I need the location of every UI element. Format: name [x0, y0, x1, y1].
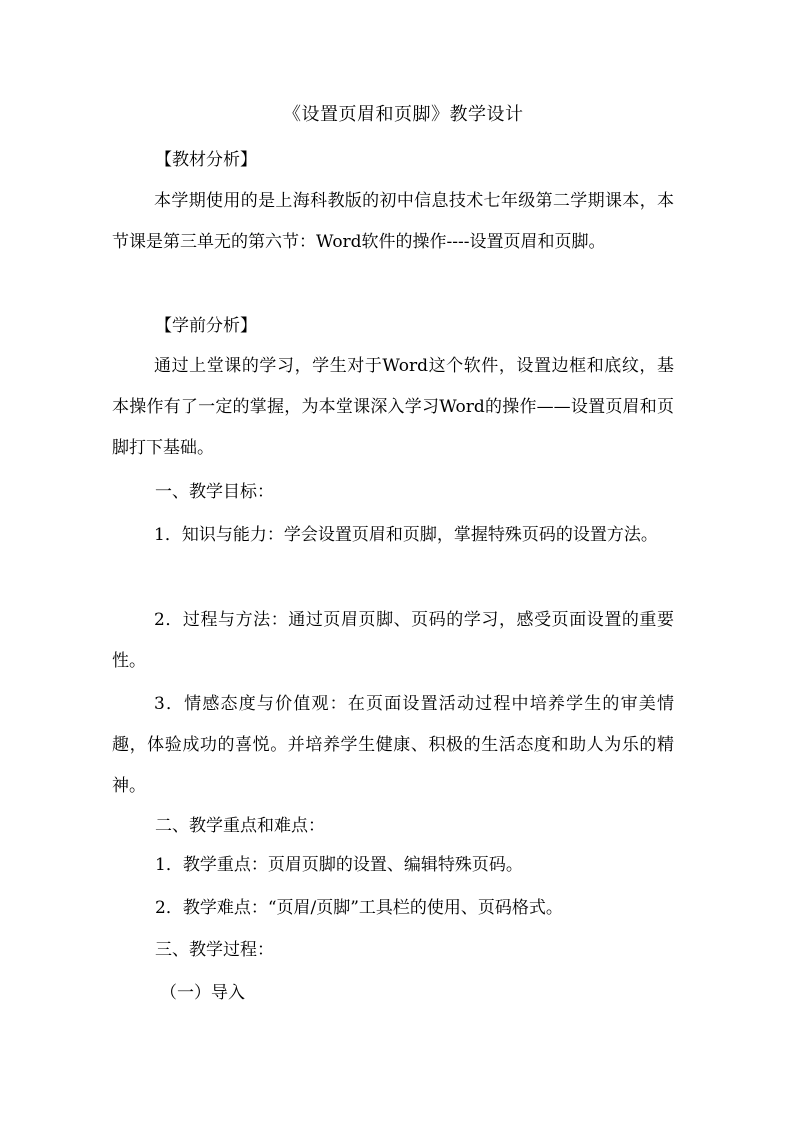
heading-material-analysis: 【教材分析】 — [155, 150, 257, 170]
goal-emotion-values: 3．情感态度与价值观：在页面设置活动过程中培养学生的审美情趣，体验成功的喜悦。并培养学生健康、积极的生活态度和助人为乐的精神。 — [112, 694, 674, 796]
goal-process-method: 2．过程与方法：通过页眉页脚、页码的学习，感受页面设置的重要性。 — [112, 610, 674, 671]
key-point: 1．教学重点：页眉页脚的设置、编辑特殊页码。 — [155, 855, 523, 875]
paragraph-material-analysis: 本学期使用的是上海科教版的初中信息技术七年级第二学期课本，本节课是第三单无的第六节：Word软件的操作----设置页眉和页脚。 — [112, 191, 674, 252]
document-title: 《设置页眉和页脚》教学设计 — [283, 104, 524, 125]
heading-prelearning-analysis: 【学前分析】 — [155, 316, 257, 336]
paragraph-prelearning-analysis: 通过上堂课的学习，学生对于Word这个软件，设置边框和底纹，基本操作有了一定的掌握，为本堂课深入学习Word的操作——设置页眉和页脚打下基础。 — [112, 356, 674, 458]
subsection-introduction: （一）导入 — [160, 983, 245, 1003]
section-key-difficult-points: 二、教学重点和难点： — [155, 816, 325, 836]
difficult-point: 2．教学难点：“页眉/页脚”工具栏的使用、页码格式。 — [155, 898, 563, 918]
section-teaching-process: 三、教学过程： — [155, 940, 274, 960]
section-teaching-goals: 一、教学目标： — [155, 482, 274, 502]
goal-knowledge-ability: 1．知识与能力：学会设置页眉和页脚，掌握特殊页码的设置方法。 — [154, 525, 658, 545]
